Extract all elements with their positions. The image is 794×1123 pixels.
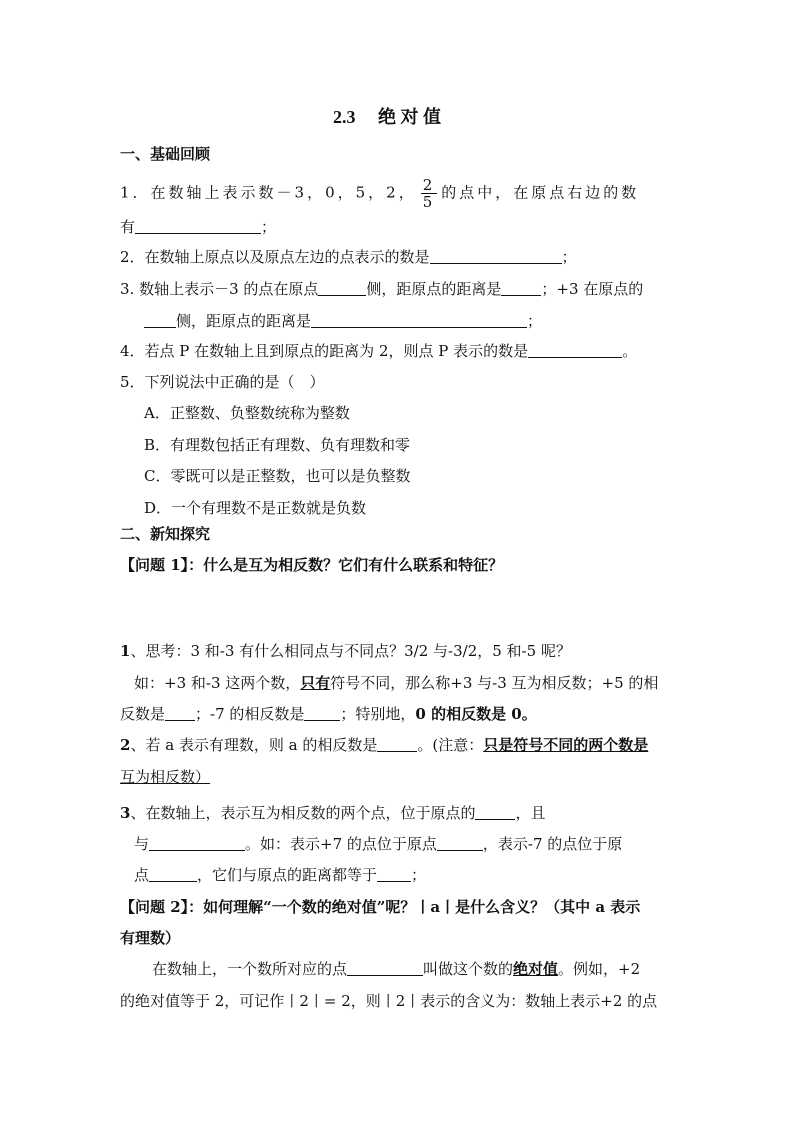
option-d: D．一个有理数不是正数就是负数 <box>144 499 367 517</box>
answer-blank[interactable] <box>149 865 197 882</box>
option-c: C．零既可以是正整数，也可以是负整数 <box>144 467 411 485</box>
think-3-line-2: 与 。如：表示+7 的点位于原点 ，表示-7 的点位于原 <box>134 835 623 853</box>
section-heading-review: 一、基础回顾 <box>120 145 211 163</box>
question-1-line-2: 有 ； <box>120 218 277 236</box>
problem-2-line-2: 有理数） <box>120 929 181 947</box>
question-5: 5．下列说法中正确的是（ ） <box>120 373 325 391</box>
answer-blank[interactable] <box>144 311 176 328</box>
page-title: 2.3 绝 对 值 <box>333 107 441 127</box>
section-heading-explore: 二、新知探究 <box>120 525 211 543</box>
answer-blank[interactable] <box>377 735 417 752</box>
answer-blank[interactable] <box>347 959 423 976</box>
think-3-line-1: 3、在数轴上，表示互为相反数的两个点，位于原点的 ，且 <box>120 804 546 822</box>
answer-blank[interactable] <box>304 704 340 721</box>
answer-blank[interactable] <box>149 834 245 851</box>
answer-blank[interactable] <box>318 279 366 296</box>
answer-blank[interactable] <box>501 279 541 296</box>
question-3-line-2: 侧，距原点的距离是 ； <box>144 310 542 332</box>
answer-blank[interactable] <box>311 311 527 328</box>
think-3-line-3: 点 ，它们与原点的距离都等于 ； <box>134 866 427 884</box>
answer-blank[interactable] <box>437 834 483 851</box>
problem-2-line-1: 【问题 2】：如何理解“一个数的绝对值”呢？丨a丨是什么含义？（其中 a 表示 <box>120 898 641 916</box>
fraction-two-fifths: $\frac{2}{5}$ <box>422 176 436 211</box>
question-3-line-1: 3. 数轴上表示－3 的点在原点 侧，距原点的距离是 ；+3 在原点的 <box>120 280 644 298</box>
problem-1: 【问题 1】：什么是互为相反数？它们有什么联系和特征？ <box>120 556 504 574</box>
option-b: B．有理数包括正有理数、负有理数和零 <box>144 436 411 454</box>
think-1-line-2: 如：+3 和-3 这两个数，只有符号不同，那么称+3 与-3 互为相反数；+5 的相 <box>134 674 659 692</box>
answer-blank[interactable] <box>377 865 411 882</box>
think-1-line-3: 反数是 ；-7 的相反数是 ；特别地，0 的相反数是 0。 <box>120 705 537 723</box>
question-4: 4．若点 P 在数轴上且到原点的距离为 2，则点 P 表示的数是 。 <box>120 342 638 360</box>
definition-line-1: 在数轴上，一个数所对应的点 叫做这个数的绝对值。例如，+2 <box>152 960 641 978</box>
definition-line-2: 的绝对值等于 2，可记作丨2丨= 2，则丨2丨表示的含义为：数轴上表示+2 的点 <box>120 992 658 1010</box>
answer-blank[interactable] <box>430 247 562 264</box>
think-2-line-1: 2、若 a 表示有理数，则 a 的相反数是 。(注意：只是符号不同的两个数是 <box>120 736 649 754</box>
answer-blank[interactable] <box>528 341 622 358</box>
answer-blank[interactable] <box>135 217 261 234</box>
answer-blank[interactable] <box>165 704 195 721</box>
question-1-line-1: 1．在数轴上表示数－3，0，5，2， $\frac{2}{5}$ 的点中，在原点右边的数 <box>120 176 640 211</box>
question-2: 2．在数轴上原点以及原点左边的点表示的数是 ； <box>120 248 577 266</box>
answer-blank[interactable] <box>475 803 515 820</box>
think-2-line-2: 互为相反数） <box>120 768 211 786</box>
option-a: A．正整数、负整数统称为整数 <box>144 404 350 422</box>
think-1-line-1: 1、思考：3 和-3 有什么相同点与不同点？3/2 与-3/2，5 和-5 呢？ <box>120 642 571 660</box>
